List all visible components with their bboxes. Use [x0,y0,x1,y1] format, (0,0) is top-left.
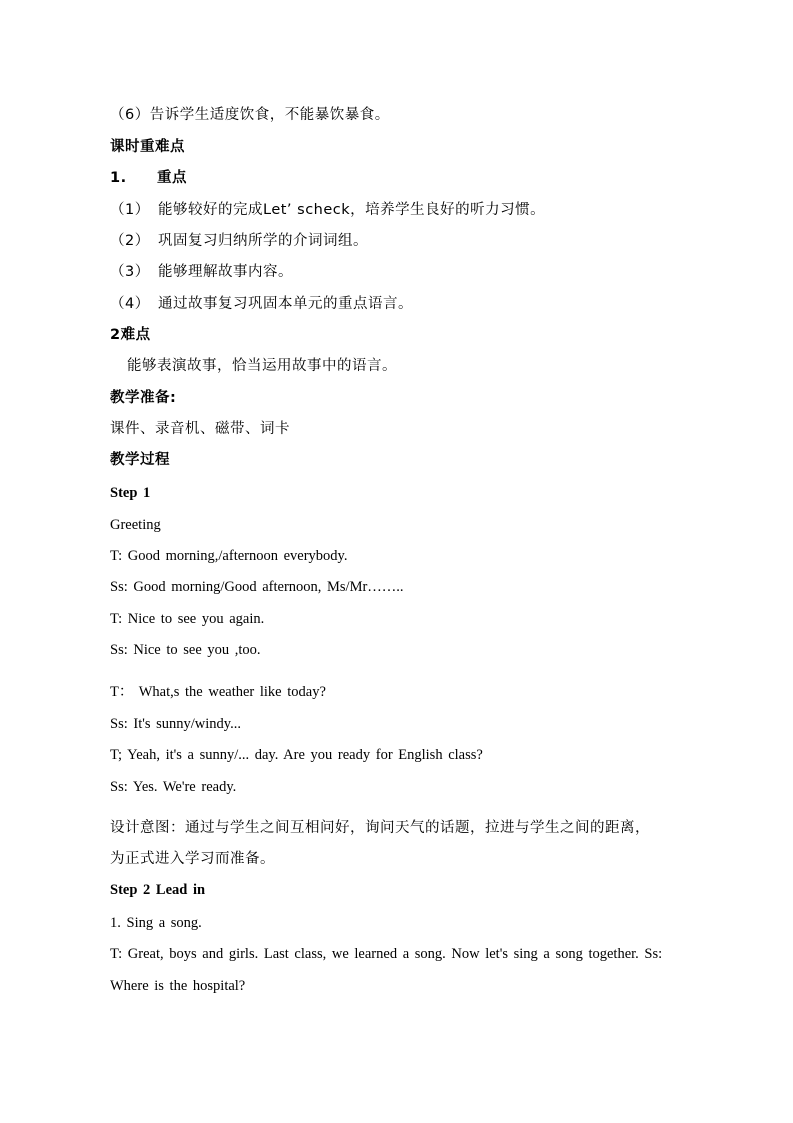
design-intent-line2: 为正式进入学习而准备。 [110,851,275,867]
key-point-number: （3） [110,264,150,280]
key-point-item [110,295,413,313]
objective-6: （6）告诉学生适度饮食，不能暴饮暴食。 [110,107,390,123]
key-point-item [110,201,545,219]
key-point-text: 巩固复习归纳所学的介词词组。 [158,233,368,249]
dialog-line: Ss: Nice to see you ,too. [110,642,261,658]
teaching-prep-heading: 教学准备: [110,390,177,406]
step2-heading: Step 2 Lead in [110,882,206,898]
key-point-number: （4） [110,296,150,312]
dialog-line: T: Good morning,/afternoon everybody. [110,548,348,564]
difficult-points-text: 能够表演故事，恰当运用故事中的语言。 [127,358,397,374]
teaching-process-heading: 教学过程 [110,452,170,468]
design-intent-line1: 设计意图：通过与学生之间互相问好，询问天气的话题，拉进与学生之间的距离， [110,820,650,836]
key-point-text: 能够较好的完成Let’ scheck，培养学生良好的听力习惯。 [158,202,546,218]
key-point-item [110,232,368,250]
key-point-number: （2） [110,233,150,249]
teacher-line: T: Great, boys and girls. Last class, we learned a song. Now let's sing a song together. Ss: [110,946,663,962]
key-point-text: 能够理解故事内容。 [158,264,293,280]
key-point-number: （1） [110,202,150,218]
sing-song-item: 1. Sing a song. [110,915,202,931]
key-points-number: 1. [110,170,127,186]
dialog-line: Ss: It's sunny/windy... [110,716,241,732]
step1-heading: Step 1 [110,485,151,501]
key-points-heading [110,169,187,187]
dialog-line: T： What,s the weather like today? [110,684,326,700]
key-points-label: 重点 [157,170,187,186]
teacher-line-continued: Where is the hospital? [110,978,246,994]
dialog-line: T; Yeah, it's a sunny/... day. Are you ready for English class? [110,747,483,763]
key-point-item [110,263,293,281]
dialog-line: Ss: Good morning/Good afternoon, Ms/Mr…….. [110,579,404,595]
difficult-points-heading: 2难点 [110,327,151,343]
teaching-prep-text: 课件、录音机、磁带、词卡 [110,421,290,437]
key-point-text: 通过故事复习巩固本单元的重点语言。 [158,296,413,312]
greeting-label: Greeting [110,517,161,533]
dialog-line: T: Nice to see you again. [110,611,265,627]
dialog-line: Ss: Yes. We're ready. [110,779,237,795]
heading-key-difficult-points: 课时重难点 [110,139,185,155]
